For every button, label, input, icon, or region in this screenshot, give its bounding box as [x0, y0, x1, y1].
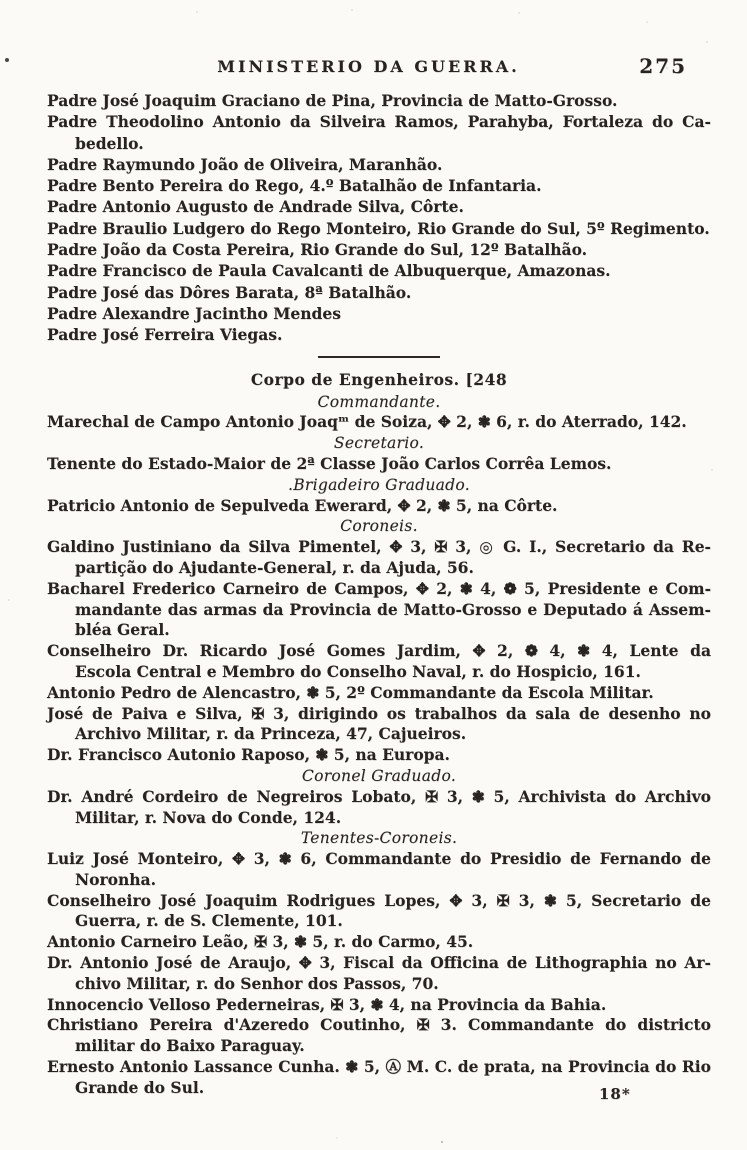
- officer-entry: [47, 787, 711, 829]
- entry-line: Patricio Antonio de Sepulveda Ewerard, ✥ 2, ❃ 5, na Côrte.: [47, 495, 558, 515]
- entry-line: Padre Alexandre Jacintho Mendes: [47, 303, 341, 323]
- entry-line: José de Paiva e Silva, ✠ 3, dirigindo os trabalhos da sala de desenho no: [47, 703, 711, 723]
- page-title: MINISTERIO DA GUERRA.: [217, 57, 520, 76]
- corps-heading: Corpo de Engenheiros. [248: [250, 369, 508, 389]
- entry-line: Escola Central e Membro do Conselho Naval, r. do Hospicio, 161.: [75, 661, 641, 681]
- entry-line: Christiano Pereira d'Azeredo Coutinho, ✠ 3. Commandante do districto: [47, 1015, 711, 1035]
- entry-line: Padre Raymundo João de Oliveira, Maranhão.: [47, 154, 443, 174]
- entry-line: Dr. Antonio José de Araujo, ✥ 3, Fiscal da Officina de Lithographia no Ar-: [47, 953, 711, 973]
- entry-line: Padre José Joaquim Graciano de Pina, Provincia de Matto-Grosso.: [47, 91, 618, 110]
- padre-entry: [47, 175, 711, 196]
- officer-entry: [47, 683, 711, 704]
- entry-line: bléa Geral.: [75, 620, 170, 640]
- padre-entry: [47, 324, 711, 345]
- entry-line: Padre José Ferreira Viegas.: [47, 325, 283, 345]
- entry-line: chivo Militar, r. do Senhor dos Passos, 70.: [75, 973, 439, 993]
- officer-entry: [47, 454, 711, 475]
- officer-entry: [47, 849, 711, 891]
- entry-line: Conselheiro José Joaquim Rodrigues Lopes, ✥ 3, ✠ 3, ❃ 5, Secretario de: [47, 890, 711, 910]
- rank-section-title: Tenentes-Coroneis.: [300, 829, 458, 848]
- entry-line: Padre Theodolino Antonio da Silveira Ramos, Parahyba, Fortaleza do Ca-: [47, 112, 711, 132]
- rank-section-title: Commandante.: [317, 392, 441, 411]
- entry-line: Padre Bento Pereira do Rego, 4.º Batalhão de Infantaria.: [47, 176, 542, 196]
- entry-line: Dr. Francisco Autonio Raposo, ❃ 5, na Europa.: [47, 745, 450, 765]
- entry-line: Dr. André Cordeiro de Negreiros Lobato, ✠ 3, ❃ 5, Archivista do Archivo: [47, 786, 711, 806]
- padre-entry: [47, 303, 711, 324]
- officer-entry: [47, 412, 711, 433]
- padres-list: [47, 90, 711, 346]
- officer-entry: [47, 891, 711, 933]
- officer-entry: [47, 579, 711, 641]
- entry-line: Padre João da Costa Pereira, Rio Grande do Sul, 12º Batalhão.: [47, 240, 588, 260]
- entry-line: Padre Francisco de Paula Cavalcanti de Albuquerque, Amazonas.: [47, 261, 611, 281]
- entry-line: partição do Ajudante-General, r. da Ajuda, 56.: [75, 557, 474, 577]
- padre-entry: [47, 260, 711, 281]
- padre-entry: [47, 111, 711, 154]
- entry-line: militar do Baixo Paraguay.: [75, 1036, 305, 1056]
- printer-signature-mark: 18*: [599, 1085, 631, 1103]
- entry-line: Conselheiro Dr. Ricardo José Gomes Jardim, ✥ 2, ❁ 4, ❃ 4, Lente da: [47, 641, 711, 661]
- officer-entry: [47, 745, 711, 766]
- officer-entry: [47, 496, 711, 517]
- page-number: 275: [639, 54, 687, 78]
- content-column: [47, 90, 711, 1099]
- entry-line: bedello.: [75, 133, 144, 153]
- rank-section-title: Coronel Graduado.: [301, 766, 457, 785]
- rank-section-title: Secretario.: [333, 434, 425, 453]
- entry-line: Archivo Militar, r. da Princeza, 47, Cajueiros.: [75, 724, 467, 744]
- padre-entry: [47, 196, 711, 217]
- page-header: [0, 0, 747, 83]
- officer-entry: [47, 1015, 711, 1057]
- entry-line: Padre Braulio Ludgero do Rego Monteiro, Rio Grande do Sul, 5º Regimento.: [47, 218, 710, 238]
- section-divider: [318, 356, 440, 358]
- rank-section-title: .Brigadeiro Graduado.: [288, 475, 470, 494]
- entry-line: Antonio Carneiro Leão, ✠ 3, ❃ 5, r. do Carmo, 45.: [47, 932, 474, 952]
- padre-entry: [47, 218, 711, 239]
- officer-entry: [47, 537, 711, 579]
- entry-line: Bacharel Frederico Carneiro de Campos, ✥ 2, ❃ 4, ❁ 5, Presidente e Com-: [47, 578, 711, 598]
- officer-entry: [47, 641, 711, 683]
- entry-line: Guerra, r. de S. Clemente, 101.: [75, 911, 343, 931]
- padre-entry: [47, 90, 711, 111]
- entry-line: Marechal de Campo Antonio Joaqᵐ de Soiza, ✥ 2, ❃ 6, r. do Aterrado, 142.: [47, 412, 687, 432]
- entry-line: Noronha.: [75, 869, 156, 889]
- entry-line: Padre José das Dôres Barata, 8ª Batalhão.: [47, 282, 412, 302]
- rank-section-title: Coroneis.: [340, 517, 418, 536]
- officer-entry: [47, 995, 711, 1016]
- entry-line: Galdino Justiniano da Silva Pimentel, ✥ 3, ✠ 3, ◎ G. I., Secretario da Re-: [47, 537, 711, 557]
- padre-entry: [47, 239, 711, 260]
- officer-entry: [47, 953, 711, 995]
- entry-line: Ernesto Antonio Lassance Cunha. ❃ 5, Ⓐ M. C. de prata, na Provincia do Rio: [47, 1057, 711, 1077]
- officer-entry: [47, 932, 711, 953]
- padre-entry: [47, 282, 711, 303]
- padre-entry: [47, 154, 711, 175]
- entry-line: Luiz José Monteiro, ✥ 3, ❃ 6, Commandante do Presidio de Fernando de: [47, 849, 711, 869]
- entry-line: Antonio Pedro de Alencastro, ❃ 5, 2º Commandante da Escola Militar.: [47, 682, 654, 702]
- entry-line: Militar, r. Nova do Conde, 124.: [75, 807, 342, 827]
- entry-line: Tenente do Estado-Maior de 2ª Classe João Carlos Corrêa Lemos.: [47, 453, 612, 473]
- officer-entry: [47, 704, 711, 746]
- corps-sections: [47, 392, 711, 1099]
- entry-line: Grande do Sul.: [75, 1077, 205, 1097]
- entry-line: Innocencio Velloso Pederneiras, ✠ 3, ❃ 4, na Provincia da Bahia.: [47, 994, 607, 1014]
- entry-line: mandante das armas da Provincia de Matto-Grosso e Deputado á Assem-: [75, 599, 711, 619]
- entry-line: Padre Antonio Augusto de Andrade Silva, Côrte.: [47, 197, 464, 217]
